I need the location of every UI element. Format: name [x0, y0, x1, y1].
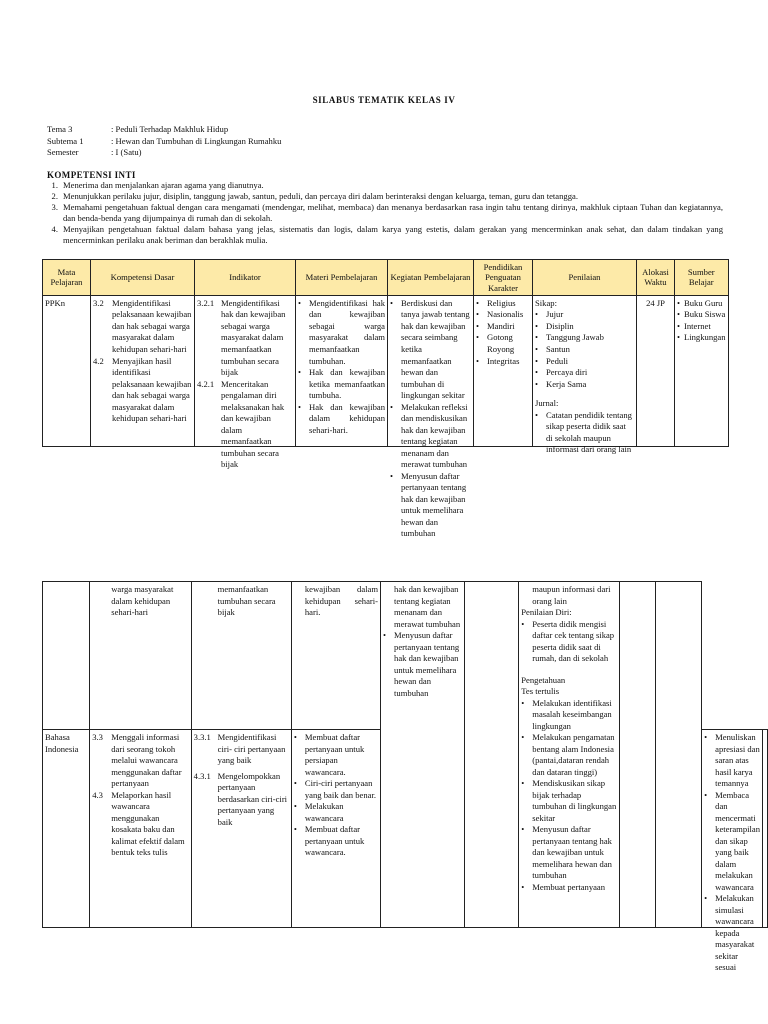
sumber-item: Internet: [684, 320, 711, 331]
bullet-icon: •: [521, 778, 525, 789]
cell-kd-cont: [92, 584, 188, 727]
cell-indikator: [197, 297, 293, 470]
ki-number: 2.: [51, 191, 58, 201]
indikator-text-cont: memanfaatkan tumbuhan secara bijak: [217, 584, 276, 618]
indikator-number: 3.3.1: [193, 732, 211, 742]
ki-text: Menerima dan menjalankan ajaran agama yang dianutnya.: [63, 180, 264, 190]
syllabus-meta: [47, 124, 281, 159]
tes-item: Membuat pertanyaan: [532, 881, 606, 892]
bullet-icon: •: [390, 401, 394, 412]
cell-mapel-bi: Bahasa Indonesia: [45, 732, 79, 754]
bullet-icon: •: [476, 297, 480, 308]
bullet-icon: •: [521, 618, 525, 629]
header-sumber: Sumber Belajar: [675, 260, 729, 296]
kd-number: 4.3: [92, 789, 103, 800]
pengetahuan-label: Pengetahuan: [521, 674, 566, 685]
materi-item: Melakukan wawancara: [304, 801, 344, 823]
bullet-icon: •: [521, 824, 525, 835]
bullet-icon: •: [293, 778, 297, 789]
cell-indikator-cont: [194, 584, 289, 727]
ki-number: 1.: [51, 180, 58, 190]
bullet-icon: •: [535, 332, 539, 343]
meta-key: Subtema 1: [47, 135, 84, 146]
kegiatan-item: Berdiskusi dan tanya jawab tentang hak dan kewajiban secara seimbang ketika memanfaatkan hewan dan tumbuhan di lingkungan sekitar: [401, 297, 470, 401]
cell-kegiatan-bi: [704, 732, 760, 973]
bullet-icon: •: [476, 332, 480, 343]
cell-mapel: PPKn: [45, 297, 66, 308]
bullet-icon: •: [535, 344, 539, 354]
cell-materi-cont: [294, 584, 378, 727]
indikator-number: 4.2.1: [197, 378, 215, 389]
tes-label: Tes tertulis: [521, 686, 560, 697]
meta-key: Tema 3: [47, 124, 73, 134]
kd-text: Menggali informasi dari seorang tokoh melalui wawancara menggunakan daftar pertanyaan: [111, 732, 182, 789]
kd-number: 3.2: [93, 297, 104, 308]
materi-item: Mengidentifikasi hak dan kewajiban sebagai warga masyarakat dalam memanfaatkan tumbuhan.: [309, 297, 385, 366]
materi-item: Membuat daftar pertanyaan untuk wawancara.: [304, 824, 365, 858]
kegiatan-item: Menyusun daftar pertanyaan tentang hak dan kewajiban untuk memelihara hewan dan tumbuhan: [394, 630, 460, 698]
bullet-icon: •: [521, 697, 525, 708]
materi-item-cont: kewajiban dalam kehidupan sehari-hari.: [304, 584, 379, 618]
karakter-item: Integritas: [487, 355, 520, 366]
sikap-item: Santun: [546, 344, 570, 354]
header-kd: Kompetensi Dasar: [91, 260, 195, 296]
indikator-text: Mengelompokkan pertanyaan berdasarkan ciri-ciri pertanyaan yang baik: [217, 770, 288, 827]
jurnal-item-cont: maupun informasi dari orang lain: [532, 584, 611, 606]
syllabus-table-page-2: [42, 581, 768, 973]
ki-item: [47, 180, 723, 191]
bullet-icon: •: [677, 309, 681, 320]
cell-mapel-cont: [45, 584, 87, 727]
karakter-item: Gotong Royong: [487, 332, 515, 354]
ki-text: Menyajikan pengetahuan faktual dalam bahasa yang jelas, sistematis dan logis, dalam karya yang estetis, dalam gerakan yang mencerminkan anak sehat, dan dalam tindakan yang mencerminkan perilaku anak beriman dan berakhlak mulia.: [63, 224, 723, 245]
ki-item: [47, 202, 723, 224]
ki-text: Menunjukkan perilaku jujur, disiplin, tanggung jawab, santun, peduli, dan percaya diri dalam berinteraksi dengan keluarga, teman, guru dan tetangga.: [63, 191, 578, 201]
cell-sumber: [677, 298, 726, 444]
cell-penilaian-cont: [521, 584, 617, 922]
diri-item: Peserta didik mengisi daftar cek tentang sikap peserta didik saat di rumah, dan di sekolah: [532, 618, 615, 664]
meta-value: : Peduli Terhadap Makhluk Hidup: [111, 124, 229, 134]
table-header-row: [43, 260, 729, 296]
table-row-ppkn-continued: [43, 582, 768, 730]
jurnal-item: Catatan pendidik tentang sikap peserta didik saat di sekolah maupun informasi dari orang lain: [546, 409, 632, 455]
bullet-icon: •: [535, 378, 539, 389]
kegiatan-item: Menuliskan apresiasi dan saran atas hasil karya temannya: [715, 732, 760, 789]
cell-kegiatan: [390, 297, 471, 539]
bullet-icon: •: [535, 309, 539, 320]
bullet-icon: •: [293, 732, 297, 742]
sumber-item: Lingkungan: [684, 332, 726, 343]
meta-row-semester: [47, 147, 281, 159]
document-title: SILABUS TEMATIK KELAS IV: [312, 95, 456, 105]
bullet-icon: •: [293, 801, 297, 812]
bullet-icon: •: [390, 470, 394, 481]
ki-item: [47, 191, 723, 202]
kd-number: 3.3: [92, 732, 103, 742]
cell-kegiatan-cont: [383, 584, 462, 922]
bullet-icon: •: [298, 401, 302, 412]
sikap-item: Kerja Sama: [546, 378, 587, 389]
tes-item: Menyusun daftar pertanyaan tentang hak dan kewajiban untuk memelihara hewan dan tumbuhan: [532, 824, 612, 881]
cell-kd: [93, 298, 192, 444]
ki-list: [47, 180, 723, 246]
bullet-icon: •: [293, 824, 297, 835]
sikap-item: Peduli: [546, 355, 568, 366]
materi-item: Membuat daftar pertanyaan untuk persiapan wawancara.: [304, 732, 365, 777]
jurnal-label: Jurnal:: [535, 398, 559, 409]
header-karakter: Pendidikan Penguatan Karakter: [474, 260, 533, 296]
meta-key: Semester: [47, 147, 79, 157]
meta-row-tema: [47, 124, 281, 136]
header-materi: Materi Pembelajaran: [296, 260, 388, 296]
bullet-icon: •: [535, 355, 539, 366]
bullet-icon: •: [704, 789, 708, 800]
bullet-icon: •: [476, 320, 480, 331]
bullet-icon: •: [298, 297, 302, 308]
sumber-item: Buku Siswa: [684, 309, 726, 320]
bullet-icon: •: [704, 732, 708, 742]
tes-item: Melakukan pengamatan bentang alam Indonesia (pantai,dataran rendah dan dataran tinggi): [532, 732, 615, 777]
ki-text: Memahami pengetahuan faktual dengan cara mengamati (mendengar, melihat, membaca) dan menanya berdasarkan rasa ingin tahu tentang dirinya, makhluk ciptaan Tuhan dan kegiatannya, dan benda-benda yang dijumpainya di rumah dan di sekolah.: [63, 202, 723, 223]
bullet-icon: •: [704, 893, 708, 904]
cell-karakter: [476, 298, 530, 444]
bullet-icon: •: [521, 732, 525, 743]
header-kegiatan: Kegiatan Pembelajaran: [388, 260, 474, 296]
sumber-item: Buku Guru: [684, 297, 723, 308]
bullet-icon: •: [677, 332, 681, 343]
indikator-text: Mengidentifikasi hak dan kewajiban sebagai warga masyarakat dalam memanfaatkan tumbuhan secara bijak: [221, 297, 286, 378]
bullet-icon: •: [298, 367, 302, 378]
tes-item: Melakukan identifikasi masalah keseimbangan lingkungan: [532, 697, 612, 731]
kd-text: Mengidentifikasi pelaksanaan kewajiban dan hak sebagai warga masyarakat dalam kehidupan sehari-hari: [112, 297, 192, 354]
ki-number: 4.: [51, 224, 58, 234]
bullet-icon: •: [535, 367, 539, 378]
kd-text-cont: warga masyarakat dalam kehidupan sehari-hari: [111, 584, 174, 618]
sikap-label: Sikap:: [535, 297, 557, 308]
kegiatan-item: Melakukan simulasi wawancara kepada masyarakat sekitar sesuai: [715, 893, 755, 973]
header-penilaian: Penilaian: [533, 260, 637, 296]
karakter-item: Nasionalis: [487, 309, 524, 320]
bullet-icon: •: [535, 320, 539, 331]
ki-item: [47, 224, 723, 246]
header-mapel: Mata Pelajaran: [43, 260, 91, 296]
header-indikator: Indikator: [195, 260, 296, 296]
bullet-icon: •: [476, 309, 480, 320]
ki-number: 3.: [51, 202, 58, 212]
cell-indikator-bi: [194, 732, 289, 925]
kegiatan-item: Menyusun daftar pertanyaan tentang hak dan kewajiban untuk memelihara hewan dan tumbuhan: [401, 470, 467, 539]
cell-materi-bi: [294, 732, 378, 925]
indikator-number: 3.2.1: [197, 297, 215, 308]
sikap-item: Disiplin: [546, 320, 574, 331]
meta-value: : Hewan dan Tumbuhan di Lingkungan Rumahku: [111, 135, 282, 146]
kd-text: Menyajikan hasil identifikasi pelaksanaan kewajiban dan hak sebagai warga masyarakat dalam kehidupan sehari-hari: [112, 355, 192, 424]
bullet-icon: •: [535, 409, 539, 420]
indikator-number: 4.3.1: [193, 770, 211, 781]
bullet-icon: •: [521, 881, 525, 892]
cell-waktu: 24 JP: [646, 297, 665, 308]
kegiatan-item: Membaca dan mencermati keterampilan dan sikap yang baik dalam melakukan wawancara: [715, 789, 760, 892]
bullet-icon: •: [476, 355, 480, 366]
meta-row-subtema: [47, 136, 281, 148]
bullet-icon: •: [383, 630, 387, 641]
sikap-item: Tanggung Jawab: [546, 332, 604, 343]
kd-number: 4.2: [93, 355, 104, 366]
diri-label: Penilaian Diri:: [521, 607, 572, 618]
bullet-icon: •: [677, 297, 681, 308]
ki-heading: KOMPETENSI INTI: [47, 170, 136, 180]
kd-text: Melaporkan hasil wawancara menggunakan kosakata baku dan kalimat efektif dalam bentuk teks tulis: [111, 789, 185, 858]
syllabus-table-page-1: [42, 259, 729, 539]
materi-item: Ciri-ciri pertanyaan yang baik dan benar.: [304, 778, 376, 800]
table-row-ppkn: [43, 295, 729, 446]
materi-item: Hak dan kewajiban ketika memanfaatkan tumbuha.: [309, 367, 385, 401]
kegiatan-item: Melakukan refleksi dan mendiskusikan hak dan kewajiban tentang kegiatan menanam dan merawat tumbuhan: [401, 401, 468, 470]
sikap-item: Jujur: [546, 309, 564, 320]
karakter-item: Mandiri: [487, 320, 515, 331]
meta-value: : I (Satu): [111, 147, 142, 157]
bullet-icon: •: [390, 297, 394, 308]
indikator-text: Mengidentifikasi ciri- ciri pertanyaan yang baik: [217, 732, 286, 766]
header-waktu: Alokasi Waktu: [637, 260, 675, 296]
indikator-text: Menceritakan pengalaman diri melaksanakan hak dan kewajiban dalam memanfaatkan tumbuhan secara bijak: [221, 378, 285, 470]
bullet-icon: •: [677, 320, 681, 331]
kegiatan-item-cont: hak dan kewajiban tentang kegiatan menanam dan merawat tumbuhan: [394, 584, 461, 629]
karakter-item: Religius: [487, 297, 516, 308]
cell-materi: [298, 298, 385, 444]
cell-kd-bi: [92, 732, 188, 925]
sikap-item: Percaya diri: [546, 367, 588, 378]
tes-item: Mendiskusikan sikap bijak terhadap tumbuhan di lingkungan sekitar: [532, 778, 617, 823]
materi-item: Hak dan kewajiban dalam kehidupan sehari-hari.: [309, 401, 385, 435]
cell-penilaian: [535, 297, 634, 455]
